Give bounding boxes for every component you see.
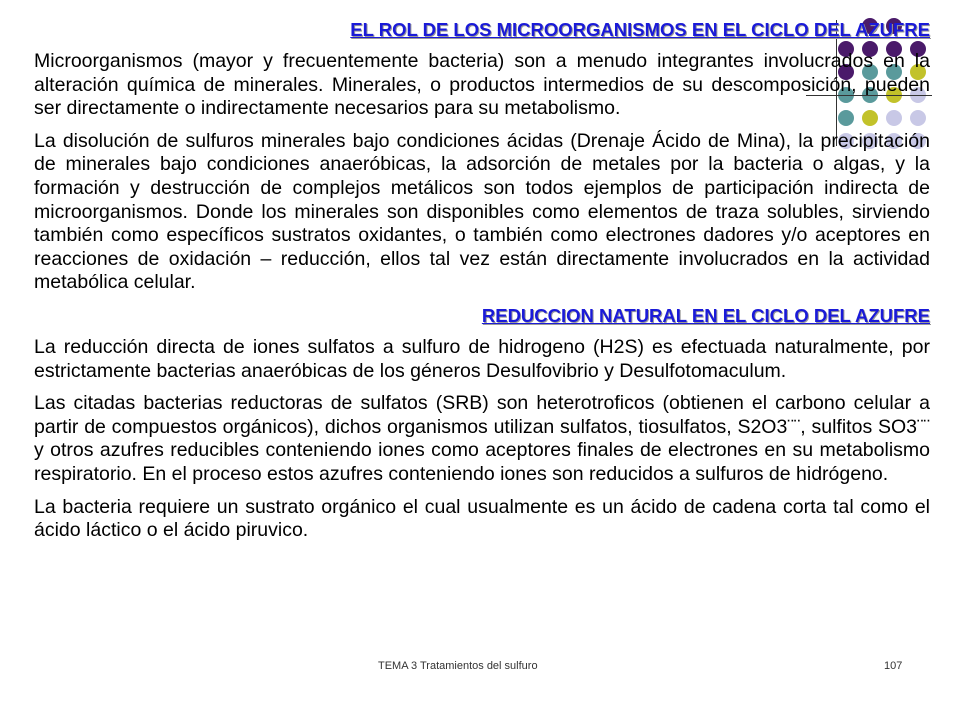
paragraph-reduccion-directa: La reducción directa de iones sulfatos a sulfuro de hidrogeno (H2S) es efectuada naturalmente, por estrictamente bacterias anaeróbicas de los géneros Desulfovibrio y Desulfotomaculum.: [34, 335, 930, 382]
paragraph-microorganismos: Microorganismos (mayor y frecuentemente bacteria) son a menudo integrantes involucrados en la alteración química de minerales. Minerales, o productos intermedios de su descomposición, pueden ser directamente o indirectamente necesarios para su metabolismo.: [34, 50, 930, 120]
paragraph-sustrato-organico: La bacteria requiere un sustrato orgánico el cual usualmente es un ácido de cadena corta tal como el ácido láctico o el ácido piruvico.: [34, 495, 930, 542]
slide-footer: TEMA 3 Tratamientos del sulfuro: [378, 660, 538, 672]
paragraph-disolucion-sulfuros: La disolución de sulfuros minerales bajo condiciones ácidas (Drenaje Ácido de Mina), la precipitación de minerales bajo condiciones anaeróbicas, la adsorción de metales por la bacteria o algas, y la formación y destrucción de complejos metálicos son todos ejemplos de participación indirecta de microorganismos. Donde los minerales son disponibles como elementos de traza solubles, sirviendo también como específicos sustratos oxidantes, o también como electrones dadores y/o aceptores en reacciones de oxidación – reducción, ellos tal vez están directamente involucrados en la actividad metabólica celular.: [34, 129, 930, 294]
slide-content: [34, 18, 930, 552]
section-heading-reduccion-natural: REDUCCION NATURAL EN EL CICLO DEL AZUFRE: [481, 304, 930, 326]
section-heading-rol-microorganismos: EL ROL DE LOS MICROORGANISMOS EN EL CICLO DEL AZUFRE: [350, 19, 930, 40]
paragraph-bacterias-reductoras: Las citadas bacterias reductoras de sulfatos (SRB) son heterotroficos (obtienen el carbono celular a partir de compuestos orgánicos), dichos organismos utilizan sulfatos, tiosulfatos, S2O3¨¨, sulfitos SO3¨¨ y otros azufres reducibles conteniendo iones como aceptores finales de electrones en su metabolismo respiratorio. En el proceso estos azufres conteniendo iones son reducidos a sulfuros de hidrógeno.: [34, 392, 930, 485]
page-number: 107: [884, 660, 903, 672]
